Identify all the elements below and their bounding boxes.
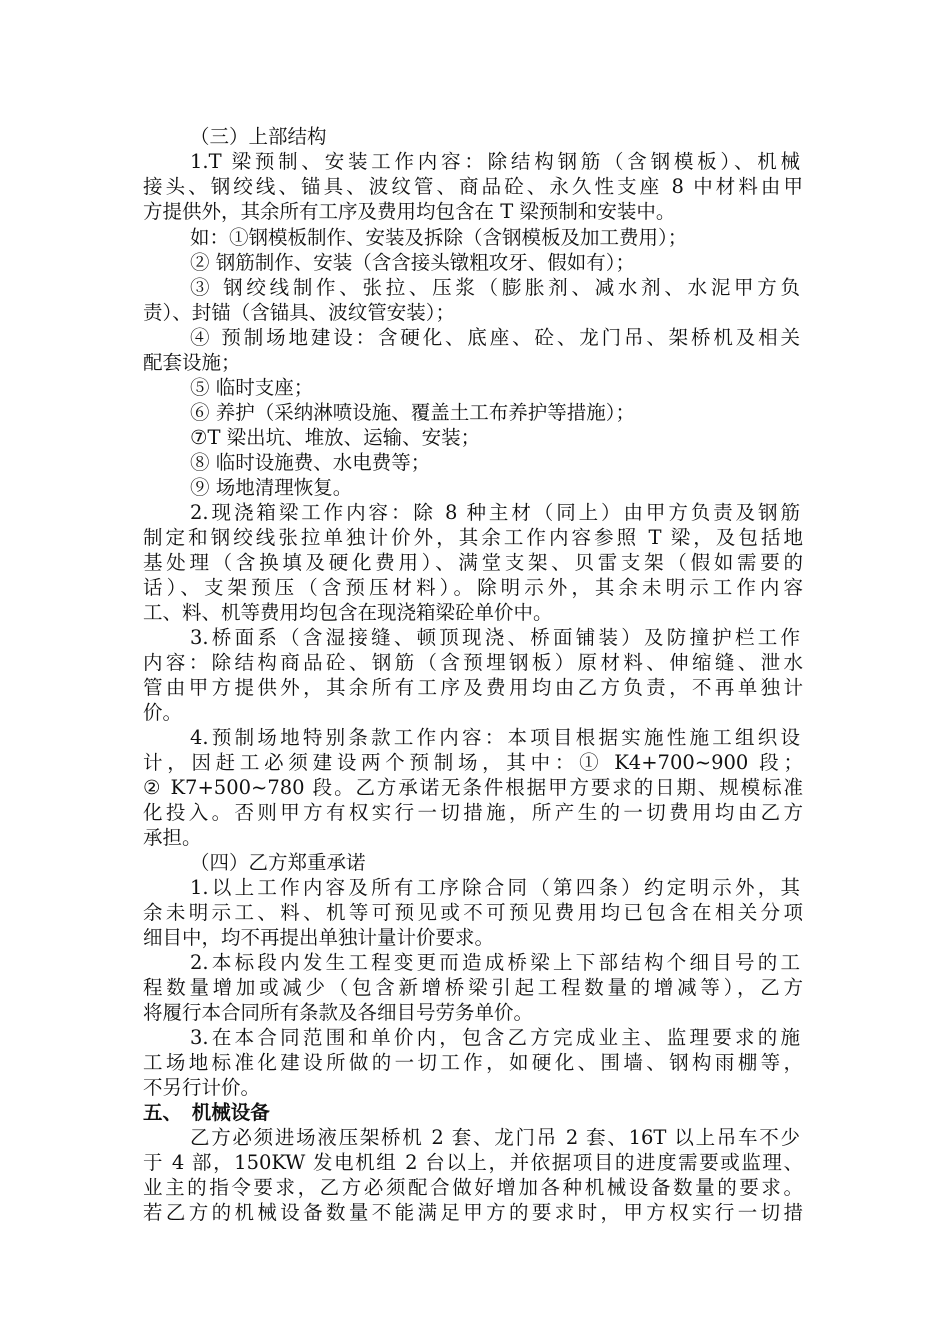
paragraph-line: 余未明示工、料、机等可预见或不可预见费用均已包含在相关分项 (143, 901, 803, 924)
paragraph-line: 基处理（含换填及硬化费用）、满堂支架、贝雷支架（假如需要的 (143, 551, 803, 574)
paragraph-line: 细目中，均不再提出单独计量计价要求。 (143, 926, 495, 949)
section-heading-5: 五、 机械设备 (143, 1101, 270, 1124)
list-item: ③ 钢绞线制作、张拉、压浆（膨胀剂、减水剂、水泥甲方负 (190, 276, 800, 299)
paragraph-line: 2.现浇箱梁工作内容：除 8 种主材（同上）由甲方负责及钢筋 (190, 501, 800, 524)
paragraph-line: 工场地标准化建设所做的一切工作，如硬化、围墙、钢构雨棚等， (143, 1051, 803, 1074)
list-item-cont: 配套设施； (143, 351, 241, 374)
paragraph-line: 若乙方的机械设备数量不能满足甲方的要求时，甲方权实行一切措 (143, 1201, 803, 1224)
section-heading-3: （三）上部结构 (190, 125, 327, 148)
list-item-cont: 责）、封锚（含锚具、波纹管安装）； (143, 301, 456, 324)
paragraph-line: 3.在本合同范围和单价内，包含乙方完成业主、监理要求的施 (190, 1026, 800, 1049)
paragraph-line: 接头、钢绞线、锚具、波纹管、商品砼、永久性支座 8 中材料由甲 (143, 175, 803, 198)
list-item: ⑨ 场地清理恢复。 (190, 476, 353, 499)
paragraph-line: 于 4 部，150KW 发电机组 2 台以上，并依据项目的进度需要或监理、 (143, 1151, 803, 1174)
list-item: ⑧ 临时设施费、水电费等； (190, 451, 431, 474)
paragraph-line: 不另行计价。 (143, 1076, 261, 1099)
paragraph-line: 4.预制场地特别条款工作内容：本项目根据实施性施工组织设 (190, 726, 800, 749)
list-intro: 如：①钢模板制作、安装及拆除（含钢模板及加工费用）； (190, 226, 688, 249)
paragraph-line: 化投入。否则甲方有权实行一切措施，所产生的一切费用均由乙方 (143, 801, 803, 824)
paragraph-line: 话）、支架预压（含预压材料）。除明示外，其余未明示工作内容 (143, 576, 803, 599)
paragraph-line: 制定和钢绞线张拉单独计价外，其余工作内容参照 T 梁，及包括地 (143, 526, 803, 549)
paragraph-line: 3.桥面系（含湿接缝、顿顶现浇、桥面铺装）及防撞护栏工作 (190, 626, 800, 649)
paragraph-line: 承担。 (143, 826, 202, 849)
paragraph-line: 程数量增加或减少（包含新增桥梁引起工程数量的增减等），乙方 (143, 976, 803, 999)
paragraph-line: 内容：除结构商品砼、钢筋（含预埋钢板）原材料、伸缩缝、泄水 (143, 651, 803, 674)
paragraph-line: 乙方必须进场液压架桥机 2 套、龙门吊 2 套、16T 以上吊车不少 (190, 1126, 800, 1149)
list-item: ④ 预制场地建设：含硬化、底座、砼、龙门吊、架桥机及相关 (190, 326, 800, 349)
paragraph-line: 工、料、机等费用均包含在现浇箱梁砼单价中。 (143, 601, 553, 624)
paragraph-line: 1.以上工作内容及所有工序除合同（第四条）约定明示外，其 (190, 876, 800, 899)
paragraph-line: 业主的指令要求，乙方必须配合做好增加各种机械设备数量的要求。 (143, 1176, 803, 1199)
paragraph-line: ② K7+500~780 段。乙方承诺无条件根据甲方要求的日期、规模标准 (143, 776, 803, 799)
list-item: ⑤ 临时支座； (190, 376, 314, 399)
section-heading-4: （四）乙方郑重承诺 (190, 851, 366, 874)
paragraph-line: 管由甲方提供外，其余所有工序及费用均由乙方负责，不再单独计 (143, 676, 803, 699)
paragraph-line: 价。 (143, 701, 183, 724)
list-item: ② 钢筋制作、安装（含含接头镦粗攻牙、假如有）； (190, 251, 635, 274)
list-item: ⑦T 梁出坑、堆放、运输、安装； (190, 426, 481, 449)
list-item: ⑥ 养护（采纳淋喷设施、覆盖土工布养护等措施）； (190, 401, 635, 424)
paragraph-line: 方提供外，其余所有工序及费用均包含在 T 梁预制和安装中。 (143, 200, 676, 223)
paragraph-line: 2.本标段内发生工程变更而造成桥梁上下部结构个细目号的工 (190, 951, 800, 974)
paragraph-line: 1.T 梁预制、安装工作内容：除结构钢筋（含钢模板）、机械 (190, 150, 800, 173)
paragraph-line: 计，因赶工必须建设两个预制场，其中：① K4+700~900 段； (143, 751, 803, 774)
paragraph-line: 将履行本合同所有条款及各细目号劳务单价。 (143, 1001, 534, 1024)
